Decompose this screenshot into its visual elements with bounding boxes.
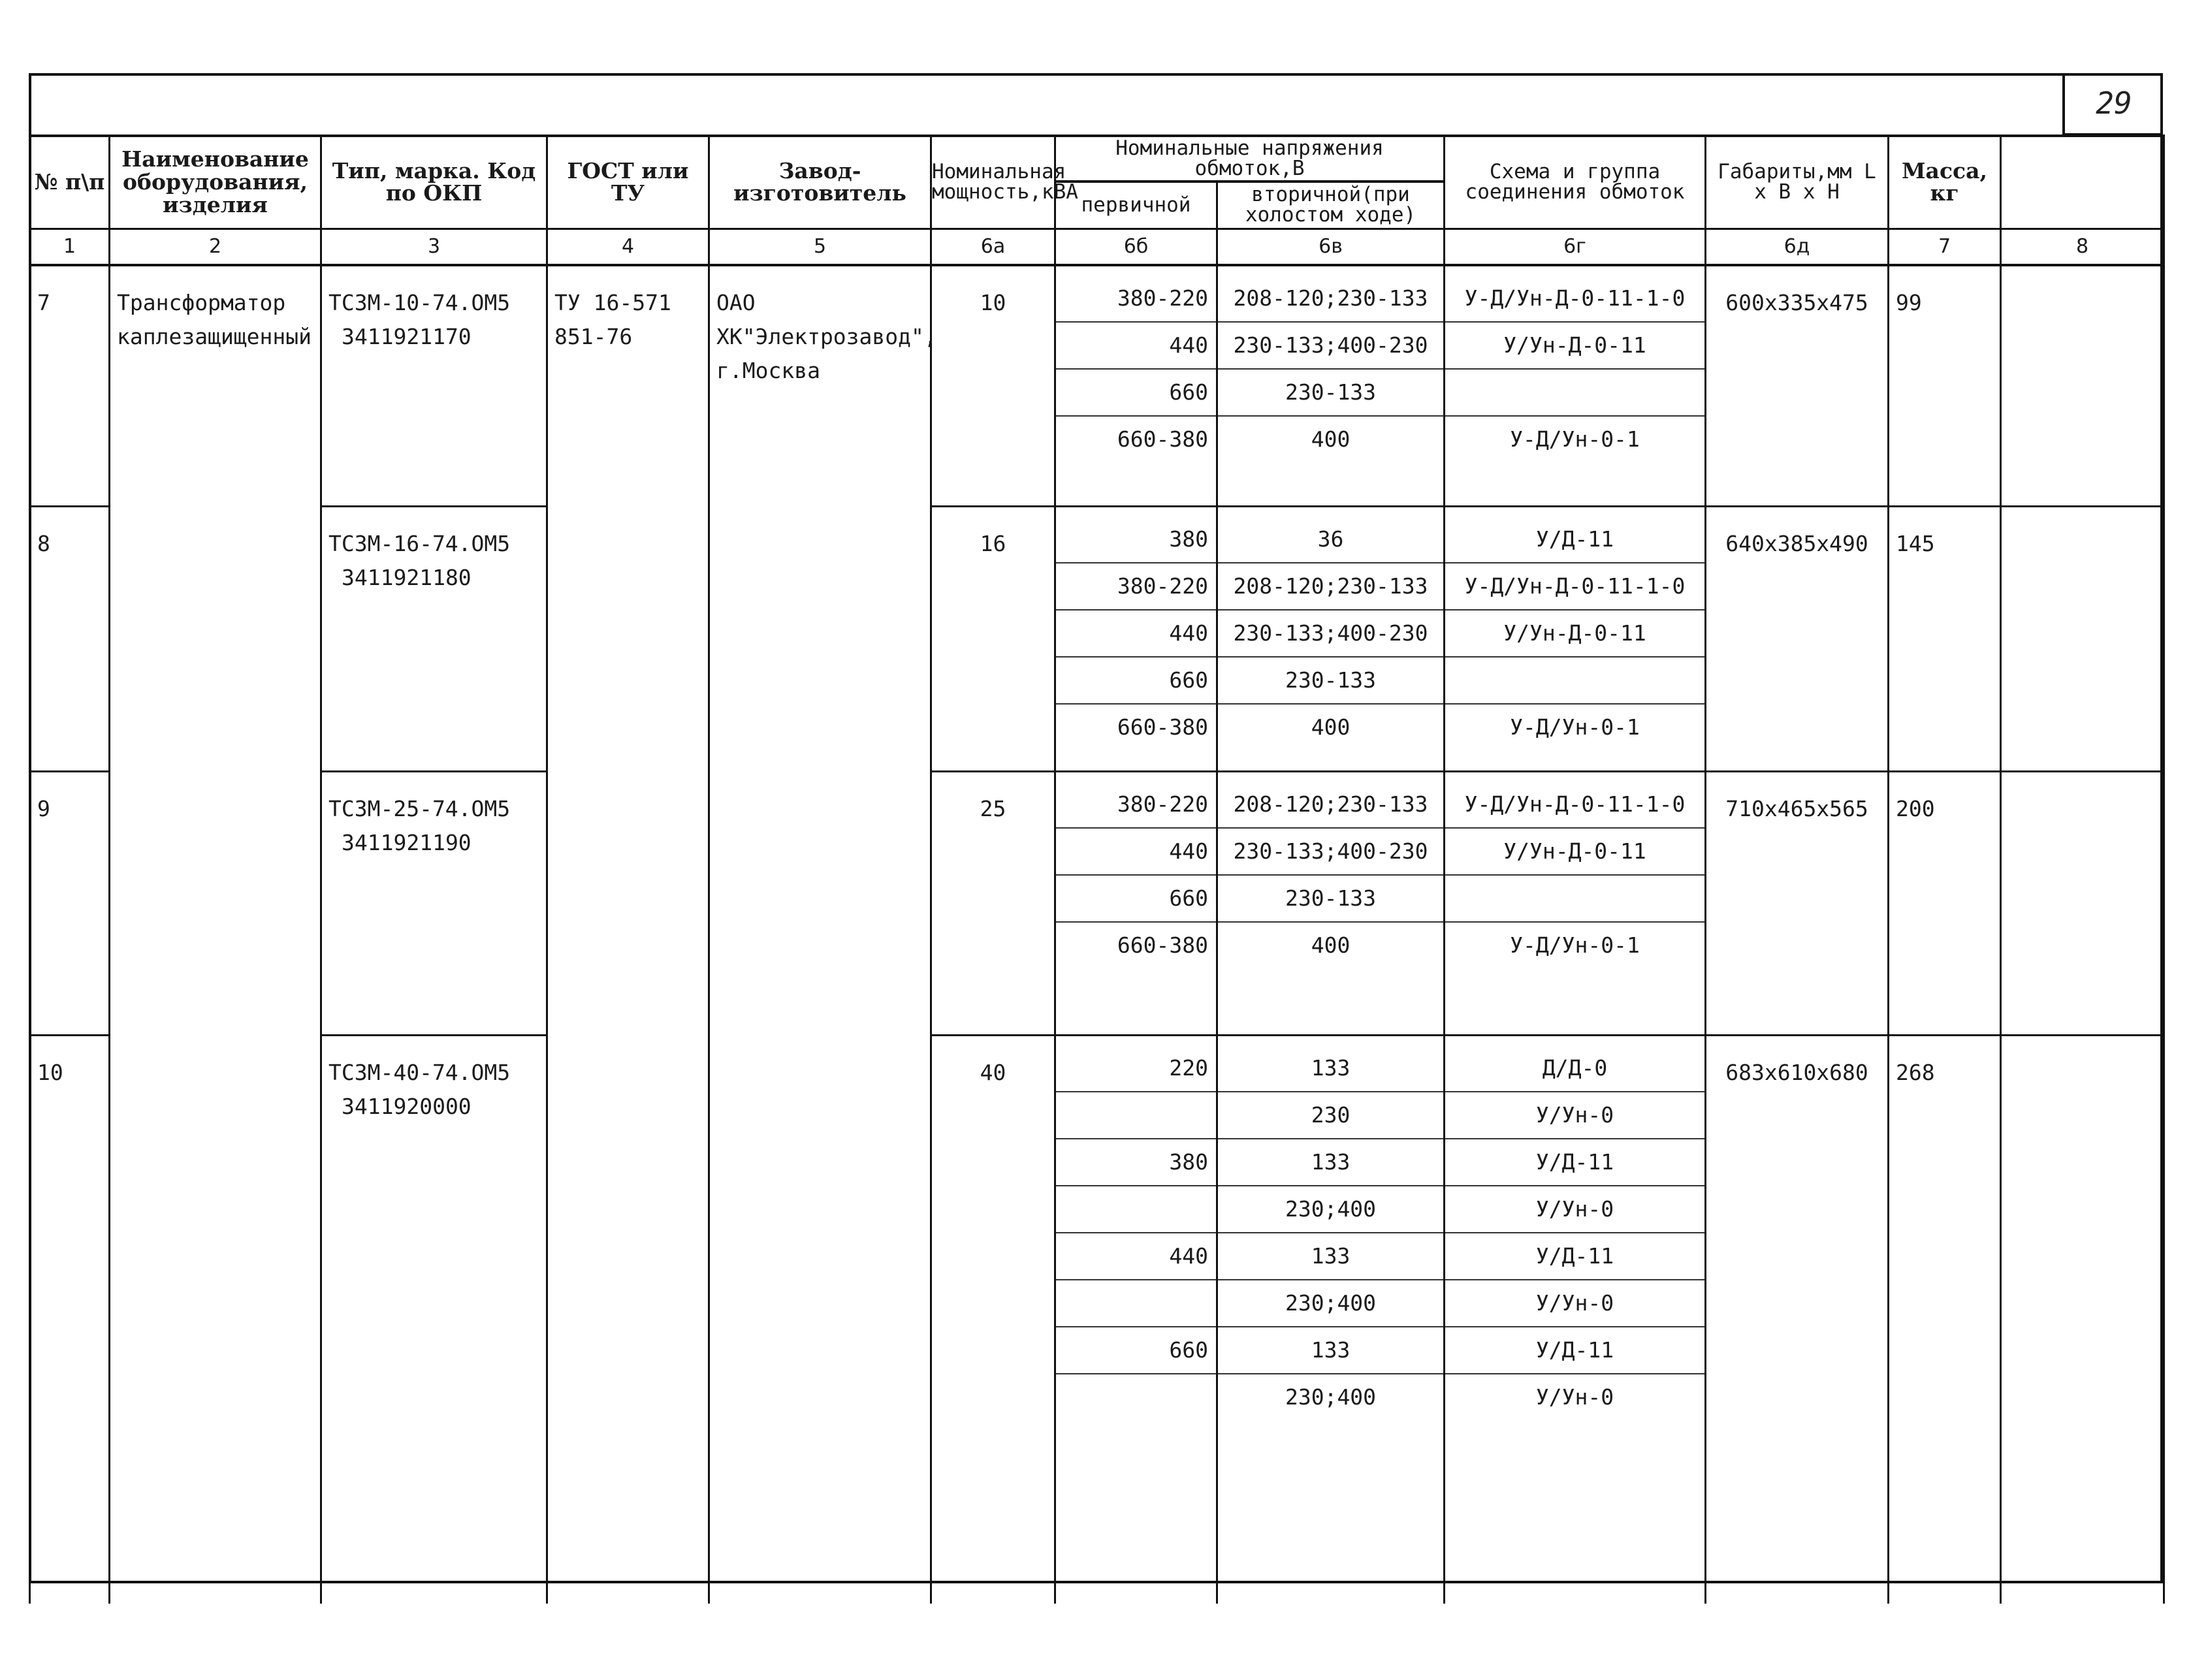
header-power: Номинальная мощность,кВА [931,136,1055,229]
voltage-line: 208-120;230-133 [1218,782,1443,829]
primary-voltages [1055,772,1217,1036]
primary-voltages-list [1056,772,1216,968]
column-number-11: 7 [1889,229,2001,265]
voltage-line: 230-133 [1218,876,1443,923]
voltage-line: У/Ун-0 [1535,1384,1614,1410]
okp-code: 3411921170 [342,323,472,349]
secondary-voltages-list [1218,1036,1443,1420]
voltage-line: 133 [1218,1327,1443,1374]
extra-cell [2001,1036,2164,1604]
nominal-power: 40 [931,1036,1055,1604]
voltage-line: 230;400 [1218,1280,1443,1327]
voltage-line: 208-120;230-133 [1218,563,1443,610]
header-number: № п\п [30,136,110,229]
voltage-line: 440 [1056,323,1216,370]
voltage-line: 440 [1056,1233,1216,1280]
voltage-line: 133 [1218,1045,1443,1092]
dimensions: 600x335x475 [1706,265,1889,507]
voltage-line [1445,876,1704,923]
voltage-line: У/Ун-0 [1445,1186,1704,1233]
column-number-8: 6в [1217,229,1445,265]
header-secondary: вторичной(при холостом ходе) [1217,182,1445,229]
table-row [30,1036,2164,1604]
connection-scheme [1445,772,1706,1036]
column-number-6: 6а [931,229,1055,265]
column-number-7: 6б [1055,229,1217,265]
header-maker: Завод-изготовитель [709,136,931,229]
type-code [321,507,547,772]
voltage-line: 400 [1311,426,1351,452]
column-number-5: 5 [709,229,931,265]
row-number: 8 [30,507,110,772]
header-dimensions: Габариты,мм L x B x H [1706,136,1889,229]
secondary-voltages [1217,507,1445,772]
voltage-line [1056,1186,1216,1233]
voltage-line: У-Д/Ун-Д-0-11-1-0 [1445,276,1704,323]
equipment-name: Трансформатор каплезащищенный [110,265,321,1604]
voltage-line: У/Ун-0 [1445,1092,1704,1139]
header-gost: ГОСТ или ТУ [547,136,709,229]
primary-voltages-list [1056,266,1216,462]
column-number-1: 1 [30,229,110,265]
voltage-line [1445,370,1704,417]
type-code [321,265,547,507]
header-voltages: Номинальные напряжения обмоток,В [1055,136,1445,182]
gost-spec: ТУ 16-571 851-76 [547,265,709,1604]
voltage-line [1056,1280,1216,1327]
header-primary: первичной [1055,182,1217,229]
extra-cell [2001,772,2164,1036]
header-mass: Масса, кг [1889,136,2001,229]
connection-scheme [1445,507,1706,772]
voltage-line [1056,1374,1216,1420]
column-number-12: 8 [2001,229,2164,265]
table-row [30,507,2164,772]
manufacturer: ОАО ХК"Электрозавод", г.Москва [709,265,931,1604]
voltage-line: 400 [1311,714,1351,740]
voltage-line: 660 [1056,370,1216,417]
column-number-3: 3 [321,229,547,265]
voltage-line: 660 [1056,876,1216,923]
nominal-power: 16 [931,507,1055,772]
extra-cell [2001,265,2164,507]
voltage-line: 660-380 [1117,932,1208,958]
mass: 99 [1889,265,2001,507]
voltage-line: У/Ун-Д-0-11 [1445,610,1704,658]
voltage-line: У/Д-11 [1445,1139,1704,1186]
column-number-4: 4 [547,229,709,265]
primary-voltages [1055,507,1217,772]
dimensions: 640x385x490 [1706,507,1889,772]
row-number: 9 [30,772,110,1036]
primary-voltages-list [1056,507,1216,750]
row-number: 7 [30,265,110,507]
type-mark: ТСЗМ-25-74.ОМ5 [328,796,511,821]
voltage-line: 230-133 [1218,658,1443,705]
voltage-line: У-Д/Ун-0-1 [1510,932,1640,958]
voltage-line: 380-220 [1056,276,1216,323]
primary-voltages [1055,265,1217,507]
voltage-line: 400 [1311,932,1351,958]
voltage-line: 133 [1218,1233,1443,1280]
voltage-line: У-Д/Ун-0-1 [1510,714,1640,740]
voltage-line: У/Ун-Д-0-11 [1445,323,1704,370]
mass: 200 [1889,772,2001,1036]
voltage-line: 230;400 [1218,1186,1443,1233]
okp-code: 3411921190 [342,830,472,855]
connection-scheme-list [1445,266,1704,462]
voltage-line: 230-133 [1218,370,1443,417]
voltage-line [1056,1092,1216,1139]
dimensions: 683x610x680 [1706,1036,1889,1604]
secondary-voltages [1217,772,1445,1036]
voltage-line: 230 [1218,1092,1443,1139]
voltage-line: У-Д/Ун-0-1 [1510,426,1640,452]
voltage-line: 230-133;400-230 [1218,323,1443,370]
mass: 145 [1889,507,2001,772]
header-scheme: Схема и группа соединения обмоток [1445,136,1706,229]
voltage-line: Д/Д-0 [1445,1045,1704,1092]
voltage-line: 380 [1056,1139,1216,1186]
voltage-line: 220 [1056,1045,1216,1092]
header-type: Тип, марка. Код по ОКП [321,136,547,229]
voltage-line: У/Д-11 [1445,1233,1704,1280]
type-mark: ТСЗМ-10-74.ОМ5 [328,289,511,315]
page-number: 29 [2062,73,2163,136]
column-numbers-row [30,229,2164,265]
row-number: 10 [30,1036,110,1604]
voltage-line: 380-220 [1056,563,1216,610]
voltage-line: У/Д-11 [1445,516,1704,563]
voltage-line: 660 [1056,658,1216,705]
voltage-line: 230-133;400-230 [1218,610,1443,658]
voltage-line: У/Ун-Д-0-11 [1445,829,1704,876]
voltage-line: 380-220 [1056,782,1216,829]
voltage-line: 660-380 [1117,426,1208,452]
secondary-voltages-list [1218,266,1443,462]
header-extra [2001,136,2164,229]
voltage-line: 660 [1056,1327,1216,1374]
primary-voltages-list [1056,1036,1216,1420]
connection-scheme-list [1445,1036,1704,1420]
voltage-line: У/Д-11 [1445,1327,1704,1374]
voltage-line [1445,658,1704,705]
extra-cell [2001,507,2164,772]
voltage-line: 230;400 [1285,1384,1377,1410]
primary-voltages [1055,1036,1217,1604]
secondary-voltages-list [1218,772,1443,968]
voltage-line: 660-380 [1117,714,1208,740]
voltage-line: У/Ун-0 [1445,1280,1704,1327]
table-row [30,772,2164,1036]
column-number-10: 6д [1706,229,1889,265]
secondary-voltages-list [1218,507,1443,750]
connection-scheme [1445,1036,1706,1604]
voltage-line: 208-120;230-133 [1218,276,1443,323]
equipment-table [29,135,2165,1604]
voltage-line: 440 [1056,829,1216,876]
column-number-9: 6г [1445,229,1706,265]
nominal-power: 25 [931,772,1055,1036]
nominal-power: 10 [931,265,1055,507]
secondary-voltages [1217,265,1445,507]
voltage-line: У-Д/Ун-Д-0-11-1-0 [1445,563,1704,610]
voltage-line: 440 [1056,610,1216,658]
table-row [30,265,2164,507]
connection-scheme-list [1445,772,1704,968]
type-mark: ТСЗМ-40-74.ОМ5 [328,1060,511,1085]
column-number-2: 2 [110,229,321,265]
voltage-line: У-Д/Ун-Д-0-11-1-0 [1445,782,1704,829]
voltage-line: 133 [1218,1139,1443,1186]
type-code [321,1036,547,1604]
header-name: Наименование оборудования, изделия [110,136,321,229]
okp-code: 3411921180 [342,565,472,590]
mass: 268 [1889,1036,2001,1604]
voltage-line: 380 [1056,516,1216,563]
voltage-line: 230-133;400-230 [1218,829,1443,876]
connection-scheme-list [1445,507,1704,750]
okp-code: 3411920000 [342,1094,472,1119]
secondary-voltages [1217,1036,1445,1604]
dimensions: 710x465x565 [1706,772,1889,1036]
type-mark: ТСЗМ-16-74.ОМ5 [328,531,511,556]
voltage-line: 36 [1218,516,1443,563]
connection-scheme [1445,265,1706,507]
type-code [321,772,547,1036]
